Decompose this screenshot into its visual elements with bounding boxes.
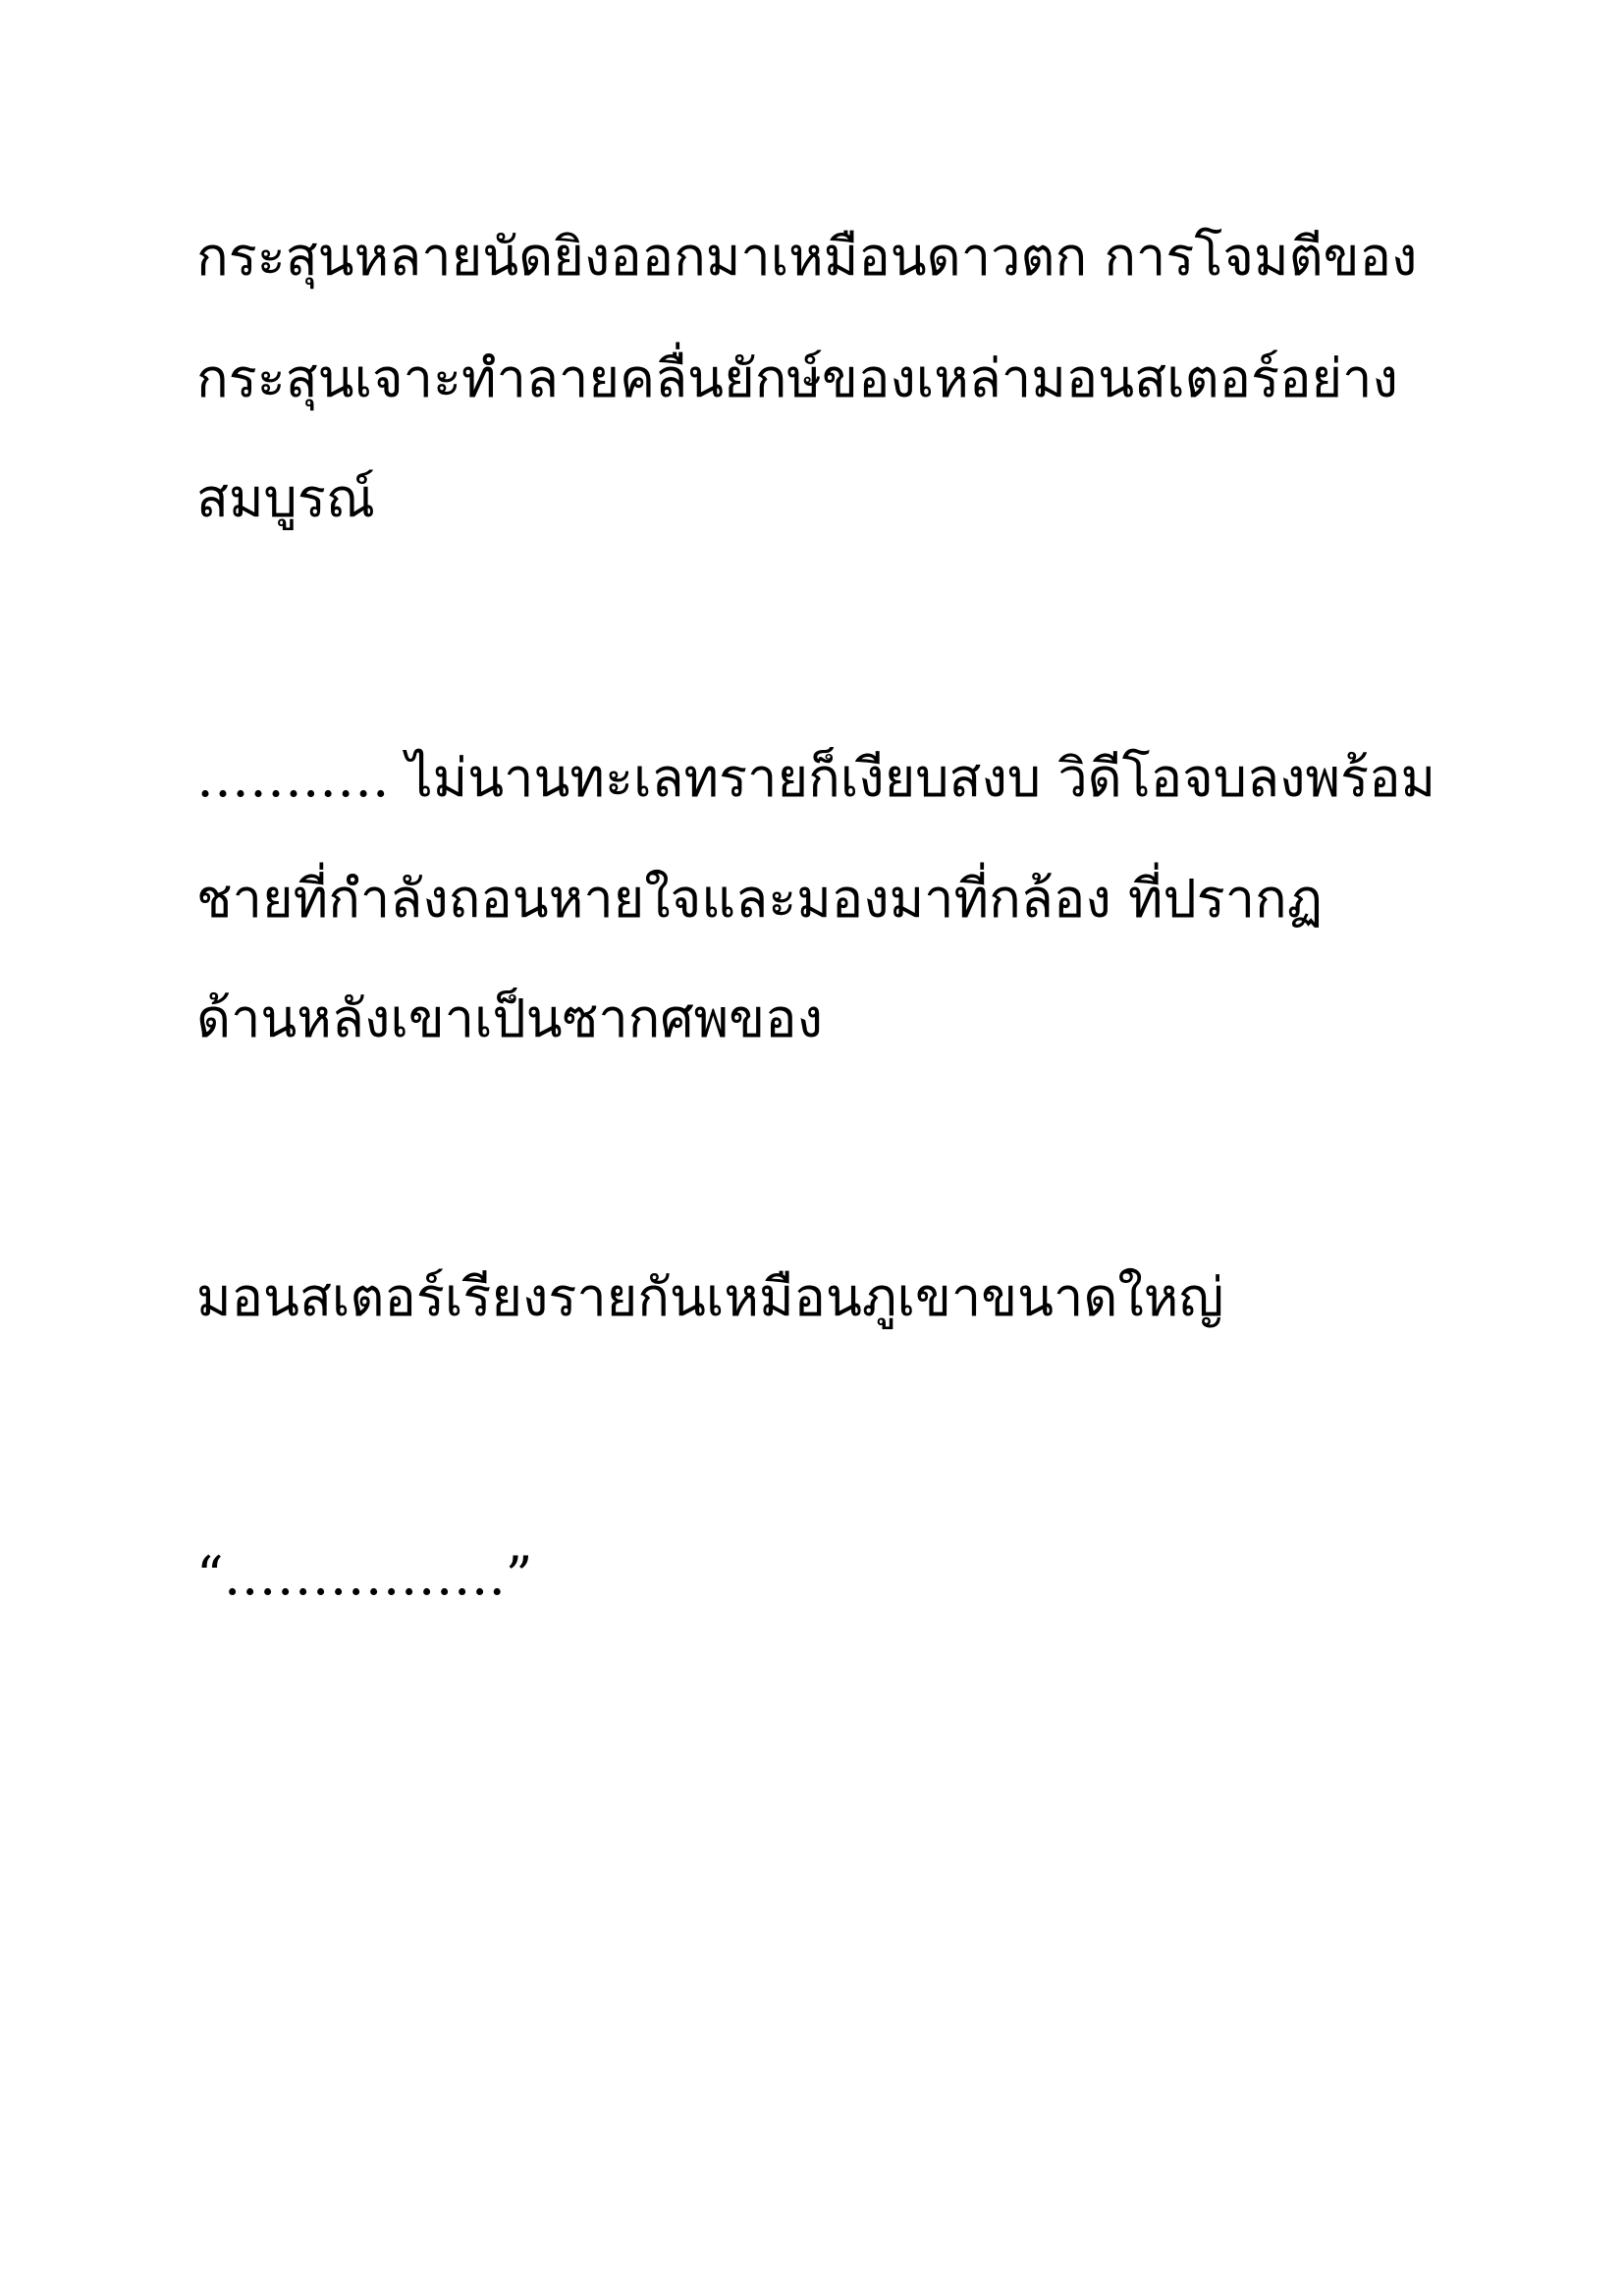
text-line: …….…. ไม่นานทะเลทรายก็เงียบสงบ วิดีโอจบลงพร้อม [196, 747, 1436, 809]
text-line: มอนสเตอร์เรียงรายกันเหมือนภูเขาขนาดใหญ่ [196, 1266, 1224, 1328]
text-line: ชายที่กำลังถอนหายใจและมองมาที่กล้อง ที่ปรากฏ [196, 868, 1323, 930]
text-line: กระสุนเจาะทำลายคลื่นยักษ์ของเหล่ามอนสเตอร์อย่าง [196, 347, 1398, 409]
text-line: สมบูรณ์ [196, 467, 375, 529]
text-line: ด้านหลังเขาเป็นซากศพของ [196, 988, 823, 1049]
text-line: “…………….” [196, 1545, 533, 1607]
text-line: กระสุนหลายนัดยิงออกมาเหมือนดาวตก การโจมตีของ [196, 226, 1418, 288]
